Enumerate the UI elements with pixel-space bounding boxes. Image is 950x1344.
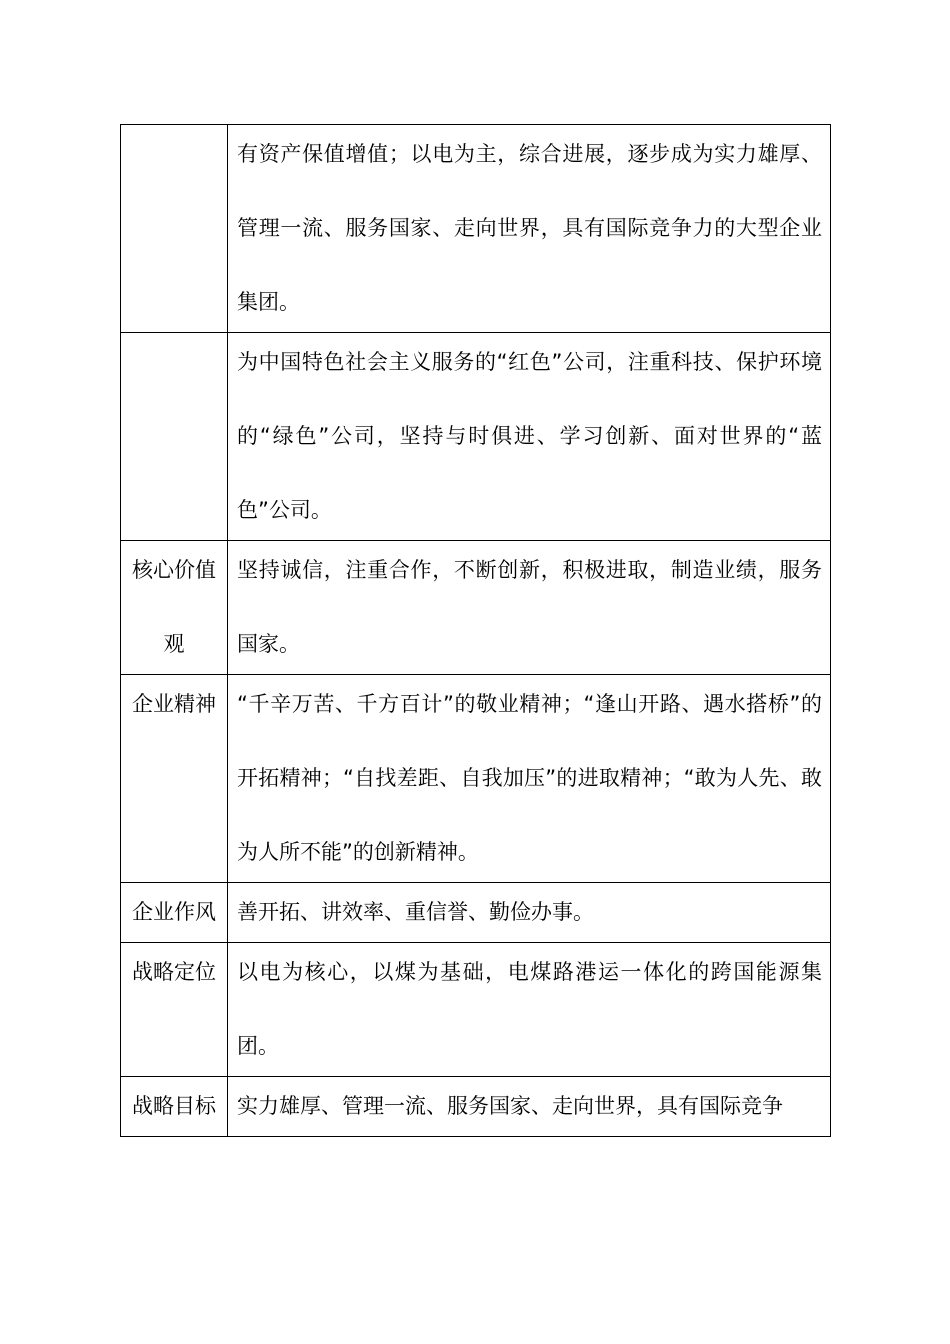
row-content-cell: [228, 883, 831, 943]
table-row: [121, 541, 831, 675]
row-content: 为中国特色社会主义服务的“红色”公司，注重科技、保护环境的“绿色”公司，坚持与时俱进、学习创新、面对世界的“蓝色”公司。: [237, 350, 822, 522]
row-content: 坚持诚信，注重合作，不断创新，积极进取，制造业绩，服务国家。: [237, 558, 822, 656]
row-label: 企业作风: [132, 900, 216, 924]
table-row: [121, 675, 831, 883]
row-label-cell: [121, 883, 228, 943]
values-table: [120, 124, 831, 1137]
row-content-cell: [228, 541, 831, 675]
row-label: 战略定位: [132, 960, 216, 984]
row-content: 善开拓、讲效率、重信誉、勤俭办事。: [237, 900, 594, 924]
table-row: [121, 943, 831, 1077]
row-content-cell: [228, 125, 831, 333]
row-label: 企业精神: [132, 692, 216, 716]
row-label-cell: [121, 333, 228, 541]
row-content-cell: [228, 675, 831, 883]
table-row: [121, 125, 831, 333]
row-content: “千辛万苦、千方百计”的敬业精神；“逢山开路、遇水搭桥”的开拓精神；“自找差距、自我加压”的进取精神；“敢为人先、敢为人所不能”的创新精神。: [237, 692, 822, 864]
row-content: 以电为核心，以煤为基础，电煤路港运一体化的跨国能源集团。: [237, 960, 822, 1058]
row-content: 实力雄厚、管理一流、服务国家、走向世界，具有国际竞争: [237, 1094, 783, 1118]
row-content-cell: [228, 1077, 831, 1137]
row-label-cell: [121, 125, 228, 333]
row-label-cell: [121, 675, 228, 883]
row-label-cell: [121, 541, 228, 675]
row-content-cell: [228, 943, 831, 1077]
table-row: [121, 883, 831, 943]
row-content: 有资产保值增值；以电为主，综合进展，逐步成为实力雄厚、管理一流、服务国家、走向世界，具有国际竞争力的大型企业集团。: [237, 142, 822, 314]
table-row: [121, 1077, 831, 1137]
row-label: 战略目标: [132, 1094, 216, 1118]
row-label-cell: [121, 1077, 228, 1137]
table-row: [121, 333, 831, 541]
row-content-cell: [228, 333, 831, 541]
row-label-cell: [121, 943, 228, 1077]
row-label: 核心价值观: [132, 558, 216, 656]
